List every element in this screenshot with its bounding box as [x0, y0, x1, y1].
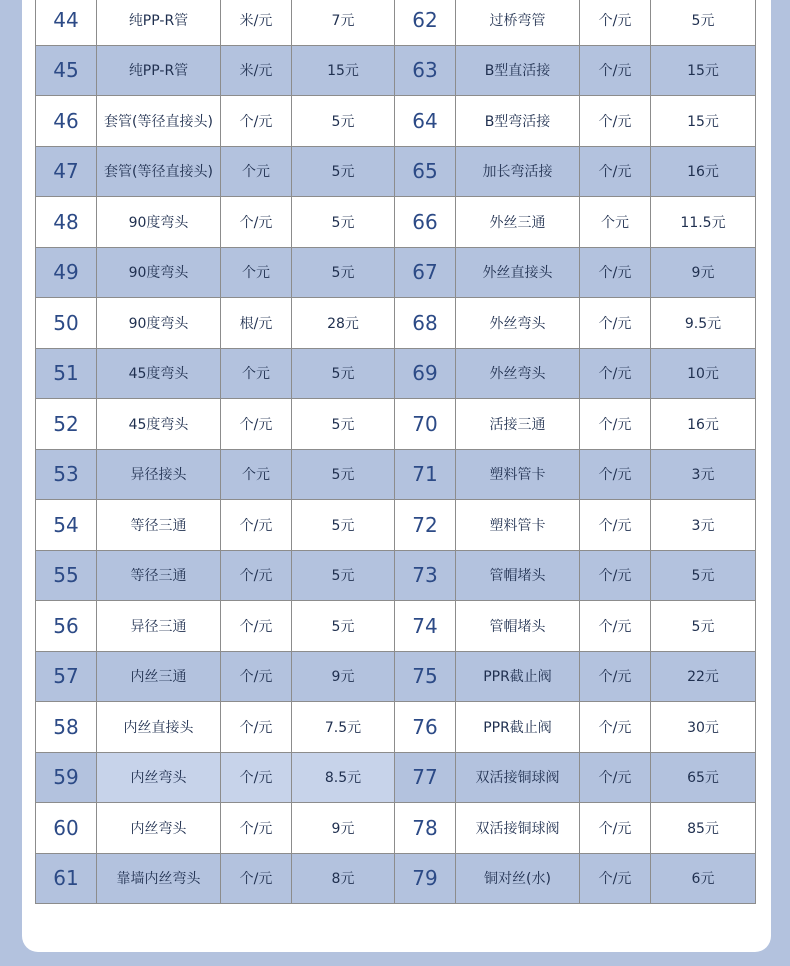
item-number: 44	[36, 0, 97, 45]
item-price: 9元	[292, 803, 395, 854]
item-unit: 米/元	[221, 0, 292, 45]
item-price: 5元	[292, 500, 395, 551]
item-name: B型弯活接	[456, 96, 580, 147]
item-price: 5元	[292, 197, 395, 248]
item-price: 28元	[292, 298, 395, 349]
item-unit: 个/元	[580, 601, 651, 652]
item-unit: 个/元	[580, 702, 651, 753]
item-price: 5元	[292, 601, 395, 652]
table-row	[36, 702, 756, 753]
price-table-body	[36, 0, 756, 904]
item-name: 异径三通	[97, 601, 221, 652]
item-unit: 个/元	[580, 348, 651, 399]
item-name: PPR截止阀	[456, 702, 580, 753]
item-number: 51	[36, 348, 97, 399]
item-unit: 个/元	[221, 702, 292, 753]
item-name: 双活接铜球阀	[456, 752, 580, 803]
item-unit: 个/元	[580, 146, 651, 197]
item-name: 铜对丝(水)	[456, 853, 580, 904]
item-unit: 个/元	[580, 298, 651, 349]
item-unit: 个/元	[221, 550, 292, 601]
item-number: 54	[36, 500, 97, 551]
item-number: 47	[36, 146, 97, 197]
item-unit: 个/元	[221, 601, 292, 652]
item-price: 5元	[292, 247, 395, 298]
item-name: 内丝三通	[97, 651, 221, 702]
item-number: 77	[395, 752, 456, 803]
item-number: 57	[36, 651, 97, 702]
item-name: 外丝弯头	[456, 348, 580, 399]
item-number: 73	[395, 550, 456, 601]
item-name: 等径三通	[97, 500, 221, 551]
item-price: 5元	[651, 0, 756, 45]
item-price: 10元	[651, 348, 756, 399]
item-name: 外丝直接头	[456, 247, 580, 298]
item-name: 外丝三通	[456, 197, 580, 248]
item-name: 内丝弯头	[97, 752, 221, 803]
table-row	[36, 348, 756, 399]
item-name: 靠墙内丝弯头	[97, 853, 221, 904]
item-name: 90度弯头	[97, 197, 221, 248]
item-number: 64	[395, 96, 456, 147]
item-price: 3元	[651, 500, 756, 551]
item-number: 79	[395, 853, 456, 904]
item-name: 纯PP-R管	[97, 45, 221, 96]
item-name: 双活接铜球阀	[456, 803, 580, 854]
item-name: 45度弯头	[97, 399, 221, 450]
item-name: 管帽堵头	[456, 601, 580, 652]
table-row	[36, 449, 756, 500]
item-name: 过桥弯管	[456, 0, 580, 45]
item-number: 48	[36, 197, 97, 248]
table-row	[36, 651, 756, 702]
item-number: 62	[395, 0, 456, 45]
item-number: 53	[36, 449, 97, 500]
item-price: 15元	[651, 45, 756, 96]
item-price: 85元	[651, 803, 756, 854]
item-number: 60	[36, 803, 97, 854]
item-name: 套管(等径直接头)	[97, 146, 221, 197]
item-unit: 个/元	[221, 651, 292, 702]
item-unit: 个/元	[580, 45, 651, 96]
item-unit: 个/元	[580, 96, 651, 147]
item-name: 等径三通	[97, 550, 221, 601]
item-unit: 个/元	[221, 752, 292, 803]
item-unit: 个元	[221, 247, 292, 298]
item-price: 5元	[651, 550, 756, 601]
item-name: 异径接头	[97, 449, 221, 500]
item-number: 61	[36, 853, 97, 904]
item-price: 6元	[651, 853, 756, 904]
item-number: 49	[36, 247, 97, 298]
item-price: 5元	[292, 550, 395, 601]
item-number: 59	[36, 752, 97, 803]
item-number: 70	[395, 399, 456, 450]
item-unit: 个/元	[221, 500, 292, 551]
table-row	[36, 752, 756, 803]
item-unit: 个/元	[580, 752, 651, 803]
item-name: 管帽堵头	[456, 550, 580, 601]
item-name: 90度弯头	[97, 247, 221, 298]
item-unit: 米/元	[221, 45, 292, 96]
item-price: 8.5元	[292, 752, 395, 803]
table-row	[36, 298, 756, 349]
item-price: 16元	[651, 146, 756, 197]
item-price: 7元	[292, 0, 395, 45]
item-price: 5元	[292, 348, 395, 399]
item-price: 5元	[292, 146, 395, 197]
item-price: 30元	[651, 702, 756, 753]
item-number: 45	[36, 45, 97, 96]
table-row	[36, 146, 756, 197]
item-unit: 个/元	[580, 449, 651, 500]
item-name: B型直活接	[456, 45, 580, 96]
item-name: 活接三通	[456, 399, 580, 450]
table-row	[36, 550, 756, 601]
item-name: 纯PP-R管	[97, 0, 221, 45]
item-price: 15元	[292, 45, 395, 96]
item-number: 66	[395, 197, 456, 248]
item-price: 9元	[292, 651, 395, 702]
item-unit: 个/元	[221, 399, 292, 450]
item-unit: 个/元	[580, 500, 651, 551]
item-price: 5元	[292, 399, 395, 450]
item-price: 15元	[651, 96, 756, 147]
item-price: 8元	[292, 853, 395, 904]
item-name: 套管(等径直接头)	[97, 96, 221, 147]
item-name: 外丝弯头	[456, 298, 580, 349]
item-unit: 个/元	[580, 399, 651, 450]
item-price: 5元	[651, 601, 756, 652]
item-price: 5元	[292, 96, 395, 147]
item-price: 22元	[651, 651, 756, 702]
table-row	[36, 96, 756, 147]
item-number: 68	[395, 298, 456, 349]
table-row	[36, 399, 756, 450]
item-price: 11.5元	[651, 197, 756, 248]
item-price: 9元	[651, 247, 756, 298]
item-name: 内丝弯头	[97, 803, 221, 854]
table-row	[36, 803, 756, 854]
item-unit: 个/元	[221, 803, 292, 854]
item-unit: 个/元	[580, 0, 651, 45]
item-price: 9.5元	[651, 298, 756, 349]
item-name: 45度弯头	[97, 348, 221, 399]
item-price: 16元	[651, 399, 756, 450]
item-number: 46	[36, 96, 97, 147]
item-unit: 个元	[580, 197, 651, 248]
item-name: 90度弯头	[97, 298, 221, 349]
item-number: 71	[395, 449, 456, 500]
item-unit: 个/元	[221, 197, 292, 248]
item-number: 75	[395, 651, 456, 702]
item-number: 65	[395, 146, 456, 197]
item-name: 塑料管卡	[456, 449, 580, 500]
item-price: 7.5元	[292, 702, 395, 753]
table-row	[36, 197, 756, 248]
item-name: PPR截止阀	[456, 651, 580, 702]
item-unit: 个元	[221, 348, 292, 399]
item-number: 67	[395, 247, 456, 298]
item-unit: 根/元	[221, 298, 292, 349]
item-number: 63	[395, 45, 456, 96]
table-row	[36, 500, 756, 551]
item-number: 69	[395, 348, 456, 399]
item-number: 78	[395, 803, 456, 854]
item-number: 76	[395, 702, 456, 753]
item-number: 52	[36, 399, 97, 450]
item-number: 58	[36, 702, 97, 753]
item-number: 50	[36, 298, 97, 349]
item-price: 65元	[651, 752, 756, 803]
item-unit: 个元	[221, 146, 292, 197]
item-unit: 个/元	[580, 247, 651, 298]
table-row	[36, 853, 756, 904]
item-unit: 个/元	[580, 550, 651, 601]
item-price: 5元	[292, 449, 395, 500]
item-name: 内丝直接头	[97, 702, 221, 753]
item-name: 加长弯活接	[456, 146, 580, 197]
item-number: 74	[395, 601, 456, 652]
item-unit: 个/元	[580, 803, 651, 854]
item-unit: 个/元	[221, 853, 292, 904]
item-number: 55	[36, 550, 97, 601]
item-name: 塑料管卡	[456, 500, 580, 551]
item-unit: 个/元	[580, 853, 651, 904]
item-number: 72	[395, 500, 456, 551]
item-unit: 个/元	[221, 96, 292, 147]
item-price: 3元	[651, 449, 756, 500]
price-table	[35, 0, 756, 904]
table-row	[36, 45, 756, 96]
item-unit: 个元	[221, 449, 292, 500]
table-row	[36, 601, 756, 652]
item-unit: 个/元	[580, 651, 651, 702]
table-row	[36, 247, 756, 298]
table-row	[36, 0, 756, 45]
item-number: 56	[36, 601, 97, 652]
